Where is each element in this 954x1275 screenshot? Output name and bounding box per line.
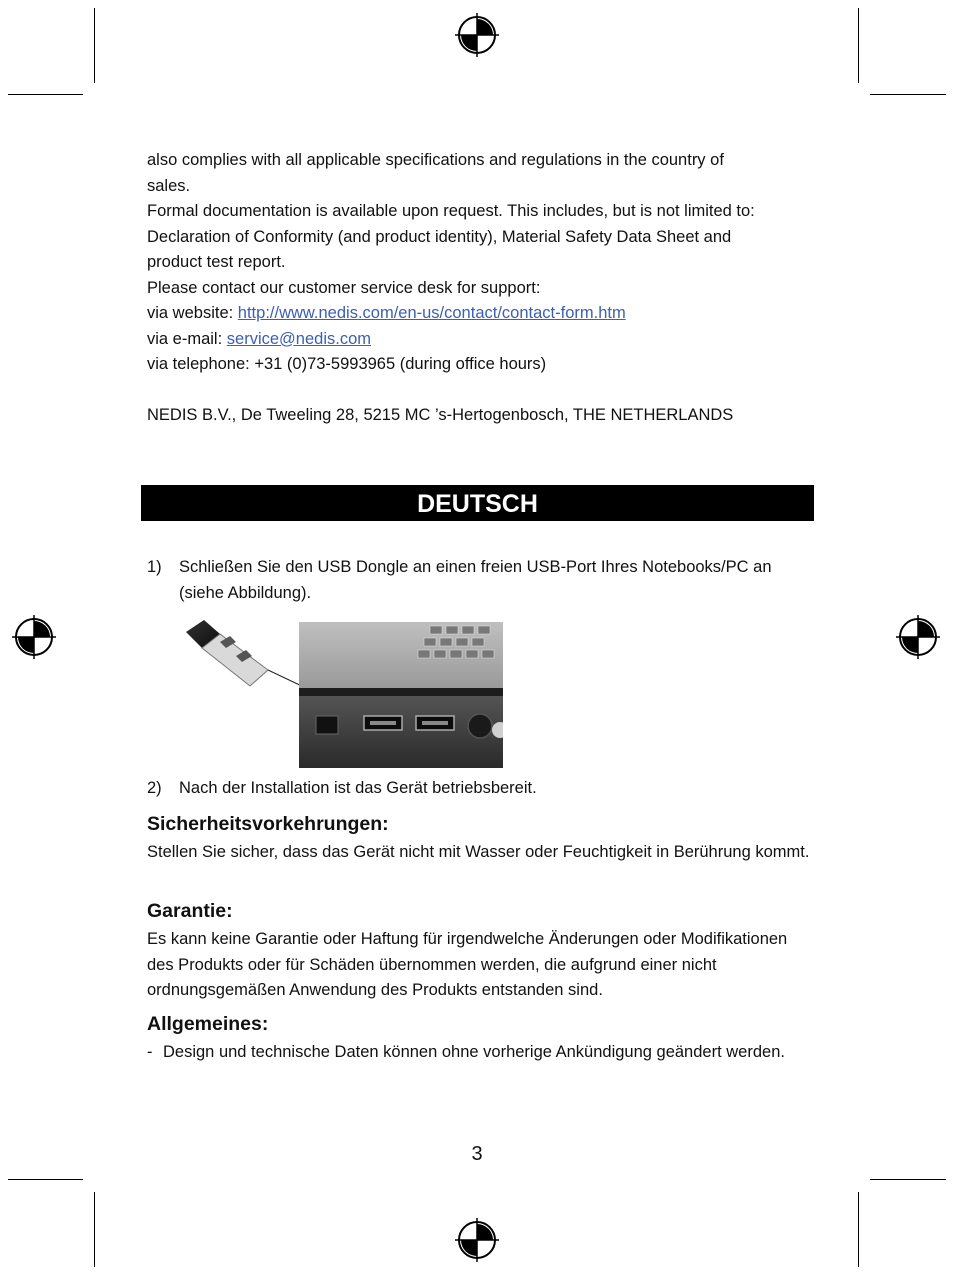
step-list	[147, 776, 817, 802]
warranty-section	[147, 899, 817, 1004]
step-item	[147, 555, 817, 606]
website-link[interactable]: http://www.nedis.com/en-us/contact/contact-form.htm	[237, 304, 626, 322]
crop-mark-br-h	[870, 1179, 946, 1180]
website-label: via website:	[147, 304, 238, 322]
general-text: Design und technische Daten können ohne vorherige Ankündigung geändert werden.	[163, 1043, 785, 1061]
step-text: Nach der Installation ist das Gerät betriebsbereit.	[179, 779, 537, 797]
safety-heading: Sicherheitsvorkehrungen:	[147, 813, 389, 835]
section-title-banner: DEUTSCH	[141, 485, 814, 521]
registration-mark-icon	[455, 13, 499, 57]
intro-text	[147, 148, 817, 429]
email-line	[147, 327, 817, 353]
crop-mark-br-v	[858, 1192, 859, 1267]
usb-dongle-icon	[186, 620, 268, 686]
crop-mark-tr-v	[858, 8, 859, 83]
general-section	[147, 1012, 817, 1066]
step-text: Schließen Sie den USB Dongle an einen freien USB-Port Ihres Notebooks/PC an (siehe Abbildung).	[179, 558, 772, 602]
intro-line: Declaration of Conformity (and product identity), Material Safety Data Sheet and	[147, 227, 732, 246]
warranty-heading: Garantie:	[147, 900, 233, 922]
intro-line: Please contact our customer service desk for support:	[147, 278, 541, 297]
step-list	[147, 555, 817, 606]
crop-mark-bl-v	[94, 1192, 95, 1267]
safety-text: Stellen Sie sicher, dass das Gerät nicht mit Wasser oder Feuchtigkeit in Berührung kommt.	[147, 843, 810, 861]
telephone-line: via telephone: +31 (0)73-5993965 (during office hours)	[147, 355, 547, 373]
email-label: via e-mail:	[147, 329, 227, 348]
step-number: 2)	[147, 779, 162, 797]
general-list-item	[147, 1040, 817, 1066]
step-item	[147, 776, 817, 802]
crop-mark-bl-h	[8, 1179, 83, 1180]
bullet-dash: -	[147, 1043, 153, 1061]
laptop-ports-photo	[299, 622, 503, 768]
crop-mark-tl-h	[8, 94, 83, 95]
crop-mark-tr-h	[870, 94, 946, 95]
safety-section	[147, 812, 817, 866]
website-line	[147, 301, 817, 327]
registration-mark-icon	[455, 1218, 499, 1262]
general-heading: Allgemeines:	[147, 1013, 269, 1035]
company-address: NEDIS B.V., De Tweeling 28, 5215 MC ’s-Hertogenbosch, THE NETHERLANDS	[147, 406, 734, 424]
registration-mark-icon	[12, 615, 56, 659]
email-link[interactable]: service@nedis.com	[226, 329, 371, 348]
page-number: 3	[471, 1143, 483, 1165]
intro-line: sales.	[147, 176, 191, 195]
registration-mark-icon	[896, 615, 940, 659]
step-number: 1)	[147, 558, 162, 576]
warranty-text: Es kann keine Garantie oder Haftung für irgendwelche Änderungen oder Modifikationen des Produkts oder für Schäden übernommen werden, die aufgrund einer nicht ordnungsgemäßen Anwendung des Produkts entstanden sind.	[147, 930, 788, 999]
intro-line: product test report.	[147, 253, 286, 271]
crop-mark-tl-v	[94, 8, 95, 83]
intro-line: Formal documentation is available upon request. This includes, but is not limited to:	[147, 202, 755, 220]
usb-dongle-illustration	[180, 612, 503, 768]
intro-line: also complies with all applicable specifications and regulations in the country of	[147, 151, 724, 169]
